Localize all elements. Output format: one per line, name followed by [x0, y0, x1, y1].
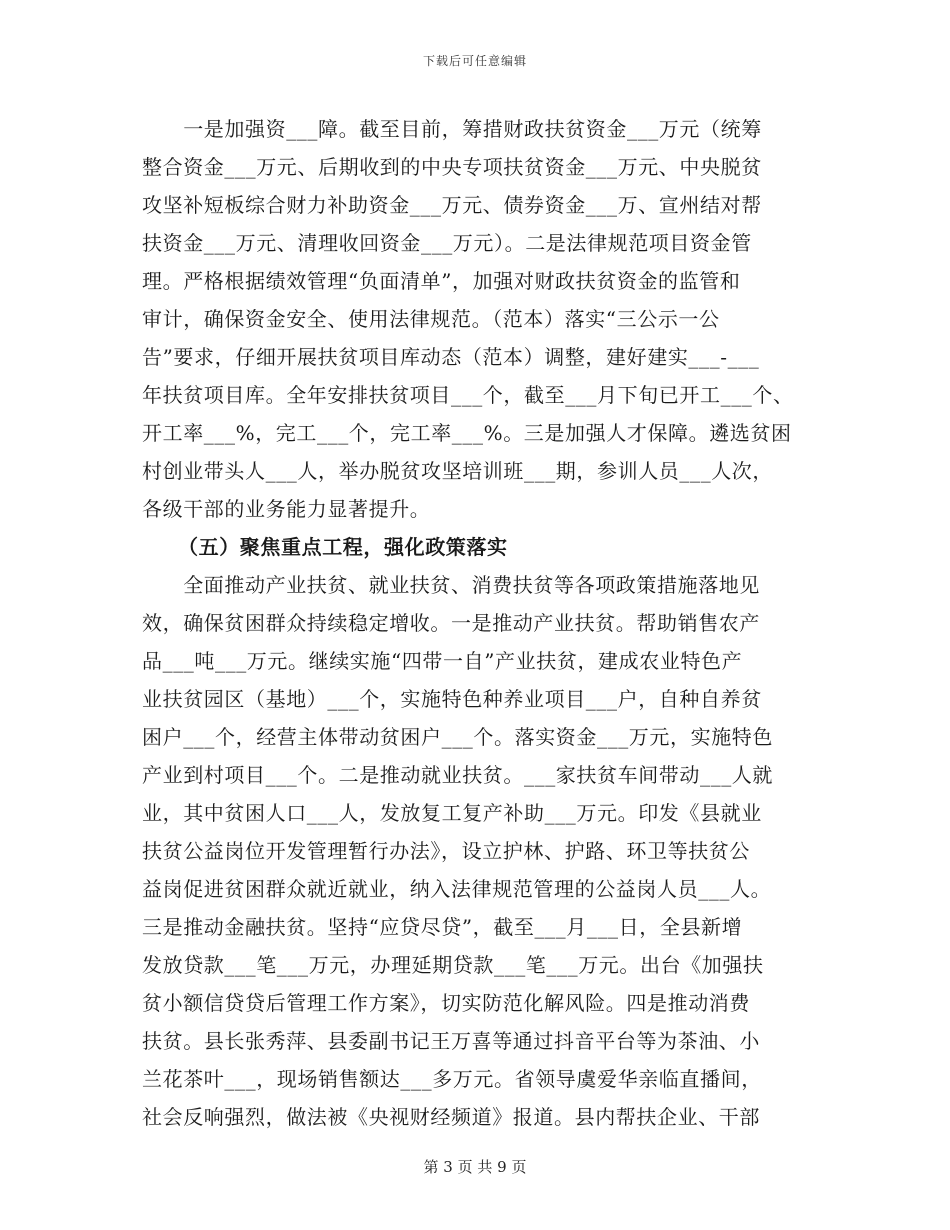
text-line: 贫小额信贷贷后管理工作方案》，切实防范化解风险。四是推动消费 [142, 991, 750, 1015]
text-line: 全面推动产业扶贫、就业扶贫、消费扶贫等各项政策措施落地见 [142, 573, 760, 597]
text-line: 村创业带头人___人，举办脱贫攻坚培训班___期，参训人员___人次， [142, 459, 773, 483]
text-line: 效，确保贫困群众持续稳定增收。一是推动产业扶贫。帮助销售农产 [142, 611, 760, 635]
text-line: 告”要求，仔细开展扶贫项目库动态（范本）调整，建好建实___-___ [142, 345, 760, 369]
page-header-note: 下载后可任意编辑 [422, 54, 527, 68]
text-line: 兰花茶叶___，现场销售额达___多万元。省领导虞爱华亲临直播间， [142, 1067, 762, 1091]
document-body [142, 110, 812, 1136]
text-line: 发放贷款___笔___万元，办理延期贷款___笔___万元。出台《加强扶 [142, 953, 764, 977]
text-line: 业，其中贫困人口___人，发放复工复产补助___万元。印发《县就业 [142, 801, 762, 825]
text-line: 扶贫。县长张秀萍、县委副书记王万喜等通过抖音平台等为茶油、小 [142, 1029, 760, 1053]
text-line: 三是推动金融扶贫。坚持“应贷尽贷”，截至___月___日，全县新增 [142, 915, 743, 939]
text-line: 攻坚补短板综合财力补助资金___万元、债券资金___万、宣州结对帮 [142, 193, 762, 217]
text-line: 开工率___%，完工___个，完工率___%。三是加强人才保障。遴选贫困 [142, 421, 792, 445]
text-line: 整合资金___万元、后期收到的中央专项扶贫资金___万元、中央脱贫 [142, 155, 762, 179]
text-line: 产业到村项目___个。二是推动就业扶贫。___家扶贫车间带动___人就 [142, 763, 773, 787]
text-line: 业扶贫园区（基地）___个，实施特色种养业项目___户，自种自养贫 [142, 687, 762, 711]
page-number: 第 3 页 共 9 页 [423, 1158, 527, 1176]
text-line: 扶贫公益岗位开发管理暂行办法》，设立护林、护路、环卫等扶贫公 [142, 839, 750, 863]
text-line: 益岗促进贫困群众就近就业，纳入法律规范管理的公益岗人员___人。 [142, 877, 772, 901]
text-line: 品___吨___万元。继续实施“四带一自”产业扶贫，建成农业特色产 [142, 649, 743, 673]
text-line: 年扶贫项目库。全年安排扶贫项目___个，截至___月下旬已开工___个、 [142, 383, 794, 407]
text-line: 理。严格根据绩效管理“负面清单”，加强对财政扶贫资金的监管和 [142, 269, 741, 293]
text-line: 各级干部的业务能力显著提升。 [142, 497, 431, 521]
text-line: 审计，确保资金安全、使用法律规范。（范本）落实“三公示一公 [142, 307, 720, 331]
text-line: 社会反响强烈，做法被《央视财经频道》报道。县内帮扶企业、干部 [142, 1105, 760, 1129]
text-line: 困户___个，经营主体带动贫困户___个。落实资金___万元，实施特色 [142, 725, 773, 749]
text-line: 一是加强资___障。截至目前，筹措财政扶贫资金___万元（统筹 [142, 117, 762, 141]
section-heading: （五）聚焦重点工程，强化政策落实 [178, 535, 508, 559]
text-line: 扶资金___万元、清理收回资金___万元）。二是法律规范项目资金管 [142, 231, 752, 255]
